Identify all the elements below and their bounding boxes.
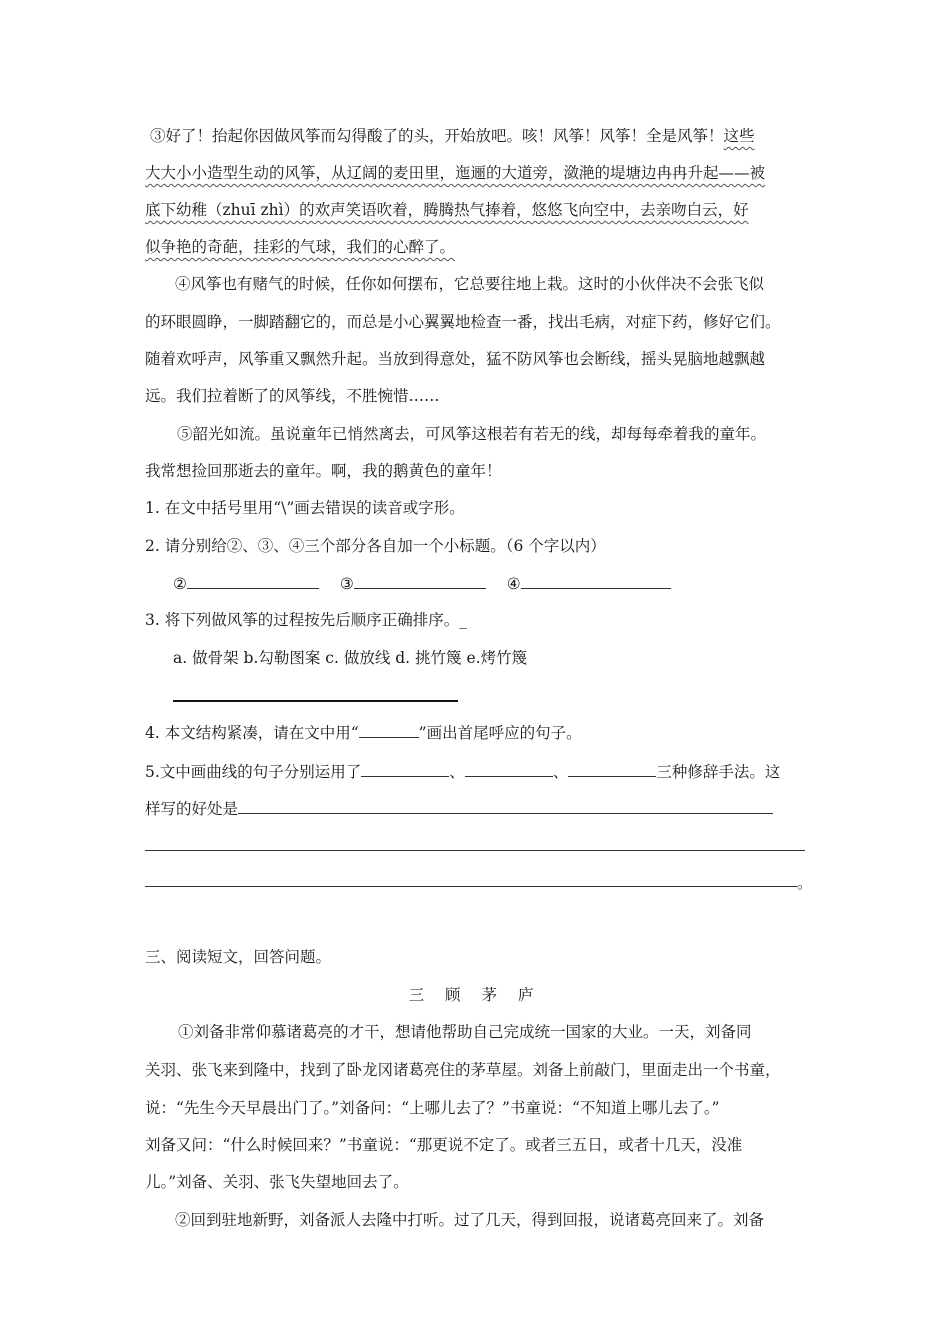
q5-answer-line-3[interactable] — [145, 886, 797, 887]
question-3-options: a. 做骨架 b.勾勒图案 c. 做放线 d. 挑竹篾 e.烤竹篾 — [173, 649, 528, 667]
story-p1-line4: 刘备又问：“什么时候回来？”书童说：“那更说不定了。或者三五日，或者十几天，没准 — [145, 1136, 743, 1154]
q2-blank-b[interactable] — [354, 572, 486, 589]
q5-prefix: 5.文中画曲线的句子分别运用了 — [145, 763, 362, 781]
question-4 — [145, 721, 582, 744]
q5-blank-1[interactable] — [361, 760, 449, 777]
story-p1-line3: 说：“先生今天早晨出门了。”刘备问：“上哪儿去了？”书童说：“不知道上哪儿去了。” — [145, 1099, 720, 1117]
q2-label-a: ② — [173, 575, 187, 593]
q4-blank[interactable] — [359, 721, 419, 738]
q2-blank-a[interactable] — [187, 572, 319, 589]
question-5 — [145, 760, 780, 783]
q5-suffix: 三种修辞手法。这 — [656, 763, 781, 781]
question-1: 1. 在文中括号里用“\”画去错误的读音或字形。 — [145, 499, 465, 517]
q5-answer-line-2[interactable] — [145, 850, 805, 851]
q5-period: 。 — [797, 874, 813, 892]
question-5-line2 — [145, 797, 773, 820]
q5-sep-1: 、 — [449, 763, 465, 781]
q4-prefix: 4. 本文结构紧凑，请在文中用“ — [145, 724, 359, 742]
q3-answer-line[interactable] — [173, 700, 458, 702]
para3-line2 — [145, 162, 765, 184]
para3-line1 — [150, 125, 755, 147]
para4-line2: 的环眼圆睁，一脚踏翻它的，而总是小心翼翼地检查一番，找出毛病，对症下药，修好它们。 — [145, 313, 781, 331]
para5-line2: 我常想捡回那逝去的童年。啊，我的鹅黄色的童年！ — [145, 462, 502, 480]
question-2: 2. 请分别给②、③、④三个部分各自加一个小标题。（6 个字以内） — [145, 537, 606, 555]
q5-blank-2[interactable] — [465, 760, 553, 777]
q5-sep-2: 、 — [552, 763, 569, 781]
story-p1-line1: ①刘备非常仰慕诸葛亮的才干，想请他帮助自己完成统一国家的大业。一天，刘备同 — [178, 1023, 752, 1041]
q5-blank-3[interactable] — [568, 760, 656, 777]
q5-line2-label: 样写的好处是 — [145, 800, 239, 818]
q2-blank-c[interactable] — [521, 572, 671, 589]
story-p1-line5: 儿。”刘备、关羽、张飞失望地回去了。 — [145, 1173, 409, 1191]
para3-line2-text: 大大小小造型生动的风筝，从辽阔的麦田里，迤逦的大道旁，潋滟的堤塘边冉冉升起——被 — [145, 164, 766, 182]
story-title: 三 顾 茅 庐 — [408, 986, 542, 1004]
q5-answer-blank[interactable] — [238, 797, 773, 814]
para4-line4: 远。我们拉着断了的风筝线，不胜惋惜…… — [145, 387, 440, 405]
para4-line1: ④风筝也有赌气的时候，任你如何摆布，它总要往地上栽。这时的小伙伴决不会张飞似 — [175, 275, 765, 293]
para3-wavy-start: 这些 — [723, 127, 755, 145]
para3-line1-text: ③好了！抬起你因做风筝而勾得酸了的头，开始放吧。咳！风筝！风筝！全是风筝！ — [150, 127, 724, 145]
para5-line1: ⑤韶光如流。虽说童年已悄然离去，可风筝这根若有若无的线，却每每牵着我的童年。 — [177, 425, 767, 443]
section3-heading: 三、阅读短文，回答问题。 — [145, 948, 332, 966]
para3-line3-text: 底下幼稚（zhuī zhì）的欢声笑语吹着，腾腾热气捧着，悠悠飞向空中，去亲吻白云，好 — [145, 201, 749, 219]
story-p2-line1: ②回到驻地新野，刘备派人去隆中打听。过了几天，得到回报，说诸葛亮回来了。刘备 — [175, 1211, 765, 1229]
question-2-answers — [173, 572, 671, 595]
para3-line3 — [145, 199, 749, 221]
story-p1-line2: 关羽、张飞来到隆中，找到了卧龙冈诸葛亮住的茅草屋。刘备上前敲门，里面走出一个书童， — [145, 1061, 781, 1079]
para3-line4-text: 似争艳的奇葩，挂彩的气球，我们的心醉了。 — [145, 238, 456, 256]
para4-line3: 随着欢呼声，风筝重又飘然升起。当放到得意处，猛不防风筝也会断线，摇头晃脑地越飘越 — [145, 350, 766, 368]
q2-label-c: ④ — [506, 575, 521, 593]
q2-label-b: ③ — [339, 575, 354, 593]
para3-line4 — [145, 236, 455, 258]
question-3: 3. 将下列做风筝的过程按先后顺序正确排序。_ — [145, 611, 467, 629]
q4-suffix: ”画出首尾呼应的句子。 — [418, 724, 582, 742]
